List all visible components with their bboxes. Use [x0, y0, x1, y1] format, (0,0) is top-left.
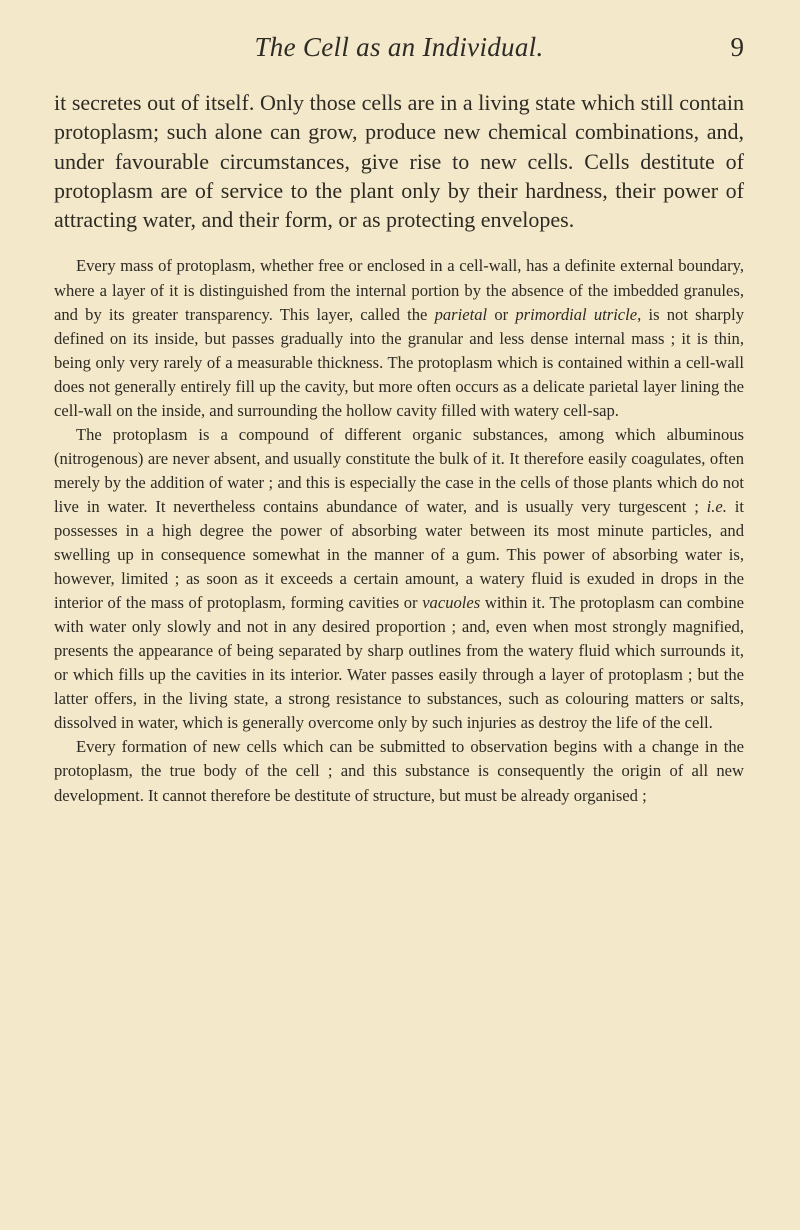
paragraph-text: The protoplasm is a compound of different organic substances, among which albuminous (nitrogenous) are never absent, and usually constitute the bulk of it. It therefore easily coagulates, often merely by the addition of water ; and this is especially the case in the cells of those plants which do not live in water. It nevertheless contains abundance of water, and is usually very turgescent ;	[54, 424, 744, 516]
lead-paragraph: it secretes out of itself. Only those cells are in a living state which still contain protoplasm; such alone can grow, produce new chemical combinations, and, under favourable circumstances, give rise to new cells. Cells destitute of protoplasm are of service to the plant only by their hardness, their power of attracting water, and their form, or as protecting envelopes.	[54, 90, 744, 233]
italic-term: vacuoles	[422, 593, 481, 613]
running-head	[54, 30, 744, 80]
paragraph-parietal-utricle	[54, 254, 744, 422]
paragraph-text: within it. The protoplasm can combine with water only slowly and not in any desired proportion ; and, even when most strongly magnified, presents the appearance of being separated by sharp outlines from the watery fluid which surrounds it, or which fills up the cavities in its interior. Water passes easily through a layer of protoplasm ; but the latter offers, in the living state, a strong resistance to substances, such as colouring matters or salts, dissolved in water, which is generally overcome only by such injuries as destroy the life of the cell.	[54, 593, 744, 733]
paragraph-text: or	[487, 304, 516, 324]
italic-abbreviation: i.e.	[706, 496, 727, 516]
paragraph-text: , is not sharply defined on its inside, but passes gradually into the granular and less dense internal mass ; it is thin, being only very rarely of a measurable thickness. The protoplasm which is contained within a cell-wall does not generally entirely fill up the cavity, but more often occurs as a delicate parietal layer lining the cell-wall on the inside, and surrounding the hollow cavity filled with watery cell-sap.	[54, 304, 744, 420]
page-number: 9	[730, 32, 744, 62]
paragraph-text: Every mass of protoplasm, whether free or enclosed in a cell-wall, has a definite external boundary, where a layer of it is distinguished from the internal portion by the absence of the imbedded granules, and by its greater transparency. This layer, called the	[54, 256, 744, 324]
paragraph-new-cells: Every formation of new cells which can be submitted to observation begins with a change in the protoplasm, the true body of the cell ; and this substance is consequently the origin of all new development. It cannot therefore be destitute of structure, but must be already organised ;	[54, 737, 744, 805]
paragraph-text: it possesses in a high degree the power of absorbing water between its most minute particles, and swelling up in consequence somewhat in the manner of a gum. This power of absorbing water is, however, limited ; as soon as it exceeds a certain amount, a watery fluid is exuded in drops in the interior of the mass of protoplasm, forming cavities or	[54, 496, 744, 613]
paragraph-protoplasm-compound	[54, 423, 744, 736]
italic-term: parietal	[434, 304, 488, 324]
italic-term: primordial utricle	[515, 304, 638, 324]
running-title: The Cell as an Individual.	[254, 32, 544, 62]
